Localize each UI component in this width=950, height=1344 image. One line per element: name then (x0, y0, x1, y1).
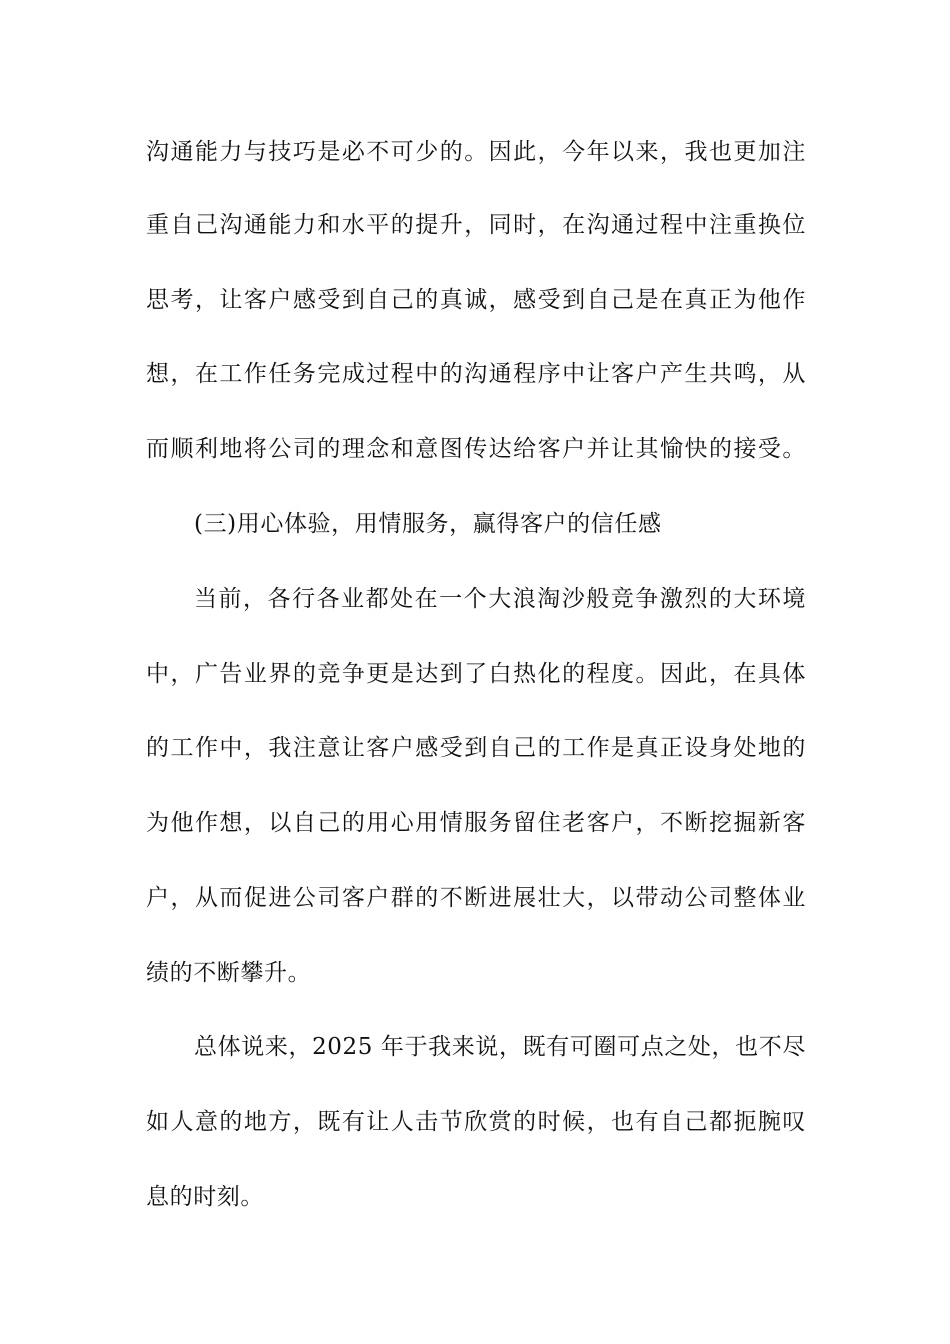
paragraph-3-line-3: 的工作中，我注意让客户感受到自己的工作是真正设身处地的 (146, 735, 806, 761)
paragraph-4-line-1: 总体说来，2025 年于我来说，既有可圈可点之处，也不尽 (194, 1034, 806, 1060)
paragraph-1-line-5: 而顺利地将公司的理念和意图传达给客户并让其愉快的接受。 (146, 436, 806, 462)
paragraph-1-line-4: 想，在工作任务完成过程中的沟通程序中让客户产生共鸣，从 (146, 361, 806, 387)
paragraph-3-line-2: 中，广告业界的竞争更是达到了白热化的程度。因此，在具体 (146, 661, 806, 687)
paragraph-3-line-6: 绩的不断攀升。 (146, 960, 312, 986)
paragraph-1-line-1: 沟通能力与技巧是必不可少的。因此，今年以来，我也更加注 (146, 139, 806, 165)
paragraph-1-line-2: 重自己沟通能力和水平的提升，同时，在沟通过程中注重换位 (146, 212, 806, 238)
paragraph-3-line-1: 当前，各行各业都处在一个大浪淘沙般竞争激烈的大环境 (194, 586, 806, 612)
paragraph-4-line-2: 如人意的地方，既有让人击节欣赏的时候，也有自己都扼腕叹 (146, 1109, 806, 1135)
section-heading: (三)用心体验，用情服务，赢得客户的信任感 (194, 511, 662, 537)
paragraph-1-line-3: 思考，让客户感受到自己的真诚，感受到自己是在真正为他作 (146, 287, 806, 313)
paragraph-3-line-5: 户，从而促进公司客户群的不断进展壮大，以带动公司整体业 (146, 885, 806, 911)
paragraph-3-line-4: 为他作想，以自己的用心用情服务留住老客户，不断挖掘新客 (146, 810, 806, 836)
paragraph-4-line-3: 息的时刻。 (146, 1184, 264, 1210)
